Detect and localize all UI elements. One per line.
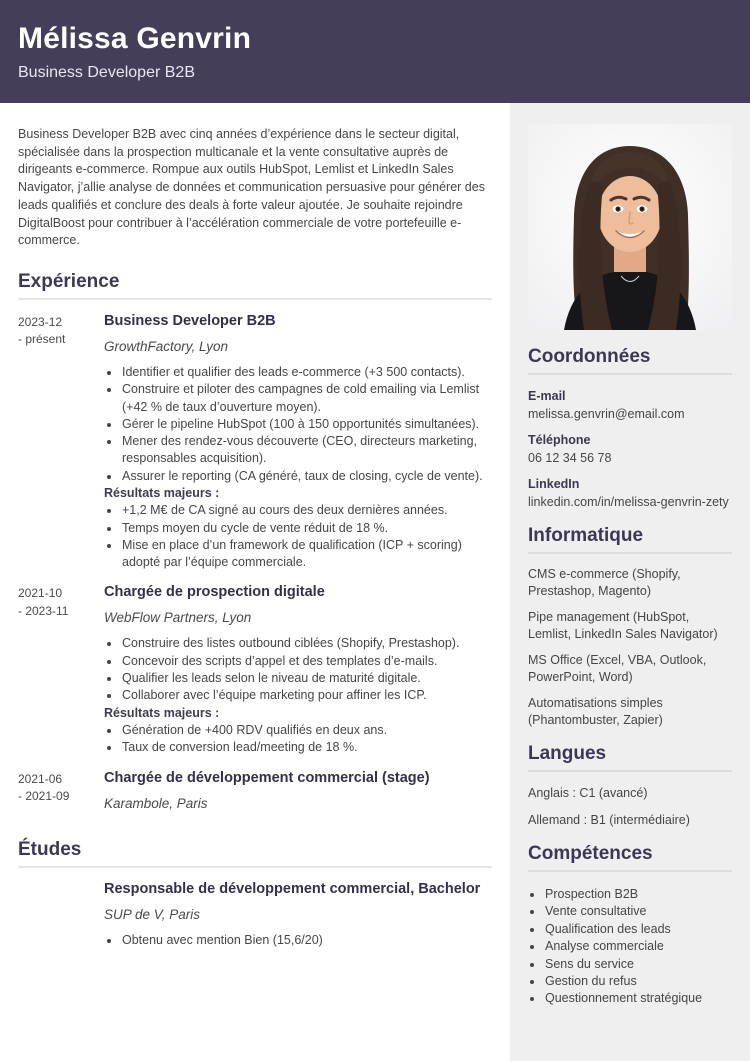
job-company: GrowthFactory, Lyon <box>104 338 229 354</box>
skill-item: • Analyse commerciale <box>544 938 732 955</box>
skill-item: • Vente consultative <box>544 903 732 920</box>
job-date-start: 2021-10 <box>18 586 63 601</box>
skills-list <box>528 884 732 1008</box>
experience-entries <box>18 312 492 821</box>
portrait-illustration <box>528 124 732 330</box>
it-item: CMS e-commerce (Shopify, Prestashop, Magento) <box>528 567 681 598</box>
languages-list <box>528 784 732 829</box>
education-school: SUP de V, Paris <box>104 906 201 922</box>
bullet-item: • Gérer le pipeline HubSpot (100 à 150 opportunités simultanées). <box>121 416 492 433</box>
bullet-item: • Temps moyen du cycle de vente réduit de 18 %. <box>121 520 492 537</box>
experience-section <box>18 271 492 821</box>
bullet-item: • Qualifier les leads selon le niveau de maturité digitale. <box>121 670 492 687</box>
contact-label: Téléphone <box>528 433 591 447</box>
skill-item: • Gestion du refus <box>544 973 732 990</box>
contact-value: melissa.genvrin@email.com <box>528 407 685 421</box>
contact-value: 06 12 34 56 78 <box>528 451 612 465</box>
job-title: Business Developer B2B <box>104 312 276 329</box>
bullet-item: • Taux de conversion lead/meeting de 18 %. <box>121 739 492 756</box>
contact-list <box>528 387 732 511</box>
cv-header <box>0 0 750 103</box>
contact-item <box>528 431 732 467</box>
job-dates <box>18 769 104 821</box>
education-section <box>18 839 492 949</box>
contact-item <box>528 387 732 423</box>
job-dates <box>18 312 104 572</box>
it-item: Automatisations simples (Phantombuster, Zapier) <box>528 696 663 727</box>
job-results-label: Résultats majeurs : <box>104 705 220 720</box>
experience-entry <box>18 312 492 572</box>
bullet-item: • Construire des listes outbound ciblées (Shopify, Prestashop). <box>121 635 492 652</box>
education-dates <box>18 880 104 949</box>
education-title: Responsable de développement commercial, Bachelor <box>104 880 481 897</box>
bullet-item: • +1,2 M€ de CA signé au cours des deux dernières années. <box>121 502 492 519</box>
job-title: Chargée de développement commercial (stage) <box>104 769 430 786</box>
education-entries <box>18 880 492 949</box>
contact-heading: Coordonnées <box>528 346 732 375</box>
bullet-item: • Construire et piloter des campagnes de cold emailing via Lemlist (+42 % de taux d’ouverture moyen). <box>121 381 492 416</box>
education-body <box>104 880 492 949</box>
job-body <box>104 583 492 756</box>
bullet-item: • Génération de +400 RDV qualifiés en deux ans. <box>121 722 492 739</box>
bullet-item: • Mise en place d’un framework de qualification (ICP + scoring) adopté par l’équipe commerciale. <box>121 537 492 572</box>
education-entry <box>18 880 492 949</box>
bullet-item: • Collaborer avec l’équipe marketing pour affiner les ICP. <box>121 687 492 704</box>
experience-entry <box>18 769 492 821</box>
bullet-item: • Obtenu avec mention Bien (15,6/20) <box>121 932 492 949</box>
contact-label: LinkedIn <box>528 477 580 491</box>
skill-item: • Qualification des leads <box>544 921 732 938</box>
job-date-end: - présent <box>18 332 66 347</box>
bullet-item: • Assurer le reporting (CA généré, taux de closing, cycle de vente). <box>121 468 492 485</box>
job-body <box>104 312 492 572</box>
skill-item: • Prospection B2B <box>544 886 732 903</box>
contact-value: linkedin.com/in/melissa-genvrin-zety <box>528 495 729 509</box>
profile-photo <box>528 124 732 330</box>
bullet-item: • Concevoir des scripts d’appel et des templates d’e-mails. <box>121 653 492 670</box>
experience-heading: Expérience <box>18 271 492 300</box>
contact-item <box>528 475 732 511</box>
sidebar <box>510 103 750 1061</box>
job-results-list <box>104 502 492 571</box>
job-title: Chargée de prospection digitale <box>104 584 325 601</box>
bullet-item: • Identifier et qualifier des leads e-commerce (+3 500 contacts). <box>121 364 492 381</box>
job-date-end: - 2023-11 <box>18 603 69 618</box>
job-bullet-list <box>104 364 492 485</box>
education-bullet-list <box>104 932 492 949</box>
contact-label: E-mail <box>528 389 566 403</box>
job-bullet-list <box>104 635 492 704</box>
profile-summary: Business Developer B2B avec cinq années d’expérience dans le secteur digital, spécialisée dans la prospection multicanale et la vente consultative auprès de dirigeants e-commerce. Rompue aux outils HubSpot, Lemlist et LinkedIn Sales Navigator, j’allie analyse de données et communication persuasive pour générer des leads qualifiés et conclure des deals à forte valeur ajoutée. Je souhaite rejoindre DigitalBoost pour contribuer à l’accélération commerciale de votre portefeuille e-commerce. <box>18 127 485 248</box>
job-date-start: 2023-12 <box>18 314 63 329</box>
skill-item: • Questionnement stratégique <box>544 990 732 1007</box>
job-company: WebFlow Partners, Lyon <box>104 610 252 626</box>
skills-heading: Compétences <box>528 843 732 872</box>
job-company: Karambole, Paris <box>104 795 208 811</box>
job-date-start: 2021-06 <box>18 771 63 786</box>
bullet-item: • Mener des rendez-vous découverte (CEO, directeurs marketing, responsables acquisition). <box>121 433 492 468</box>
person-name: Mélissa Genvrin <box>18 22 252 55</box>
job-dates <box>18 583 104 756</box>
person-job-title: Business Developer B2B <box>18 64 195 81</box>
it-list <box>528 566 732 729</box>
experience-entry <box>18 583 492 756</box>
job-date-end: - 2021-09 <box>18 788 70 803</box>
job-results-label: Résultats majeurs : <box>104 486 220 500</box>
languages-heading: Langues <box>528 743 732 772</box>
it-heading: Informatique <box>528 525 732 554</box>
job-body <box>104 769 492 821</box>
education-heading: Études <box>18 839 492 868</box>
it-item: Pipe management (HubSpot, Lemlist, LinkedIn Sales Navigator) <box>528 610 718 641</box>
job-results-list <box>104 722 492 757</box>
language-item: Allemand : B1 (intermédiaire) <box>528 813 690 827</box>
language-item: Anglais : C1 (avancé) <box>528 786 648 800</box>
skill-item: • Sens du service <box>544 956 732 973</box>
main-column <box>0 103 510 961</box>
it-item: MS Office (Excel, VBA, Outlook, PowerPoint, Word) <box>528 653 707 684</box>
